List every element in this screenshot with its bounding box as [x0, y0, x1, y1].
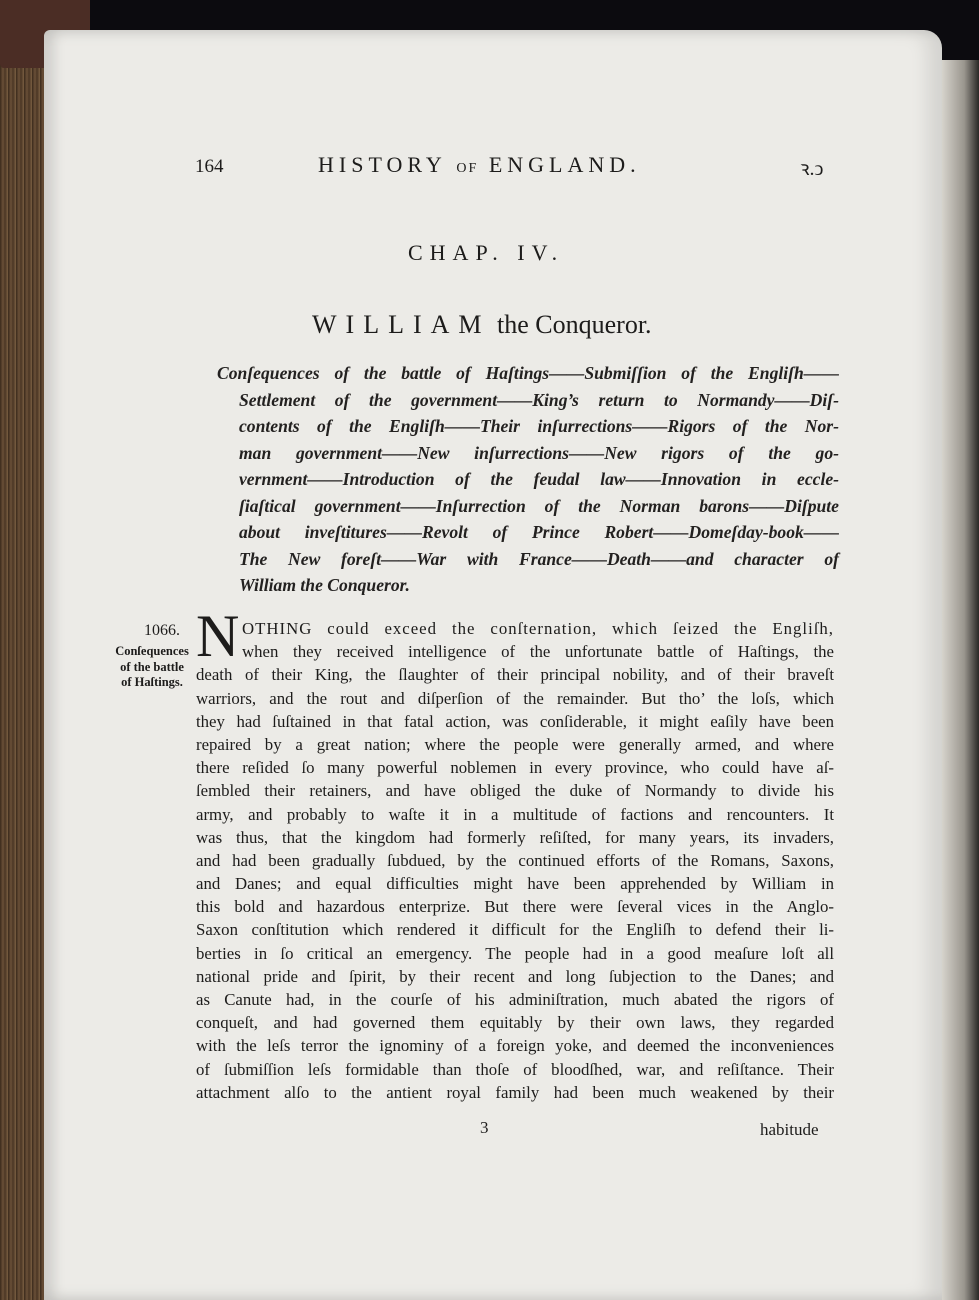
body-line: attachment alſo to the antient royal family had been much weakened by their	[196, 1082, 834, 1102]
page-fore-edge	[942, 60, 979, 1300]
synopsis-line: The New foreſt——War with France——Death——and character of	[239, 548, 839, 569]
body-line: there reſided ſo many powerful noblemen in every province, who could have aſ-	[196, 758, 834, 778]
reign-title	[312, 310, 652, 340]
body-line: and Danes; and equal difficulties might have been apprehended by William in	[196, 874, 834, 894]
chapter-heading: CHAP. IV.	[408, 240, 565, 265]
synopsis-line: about inveſtitures——Revolt of Prince Robert——Domeſday-book——	[239, 522, 839, 542]
book-spine-edge	[0, 40, 48, 1300]
body-line: as Canute had, in the courſe of his adminiſtration, much abated the rigors of	[196, 990, 834, 1009]
margin-note-line: of Haſtings.	[121, 675, 183, 689]
chapter-synopsis	[217, 360, 839, 599]
corner-mark: ꝛ.ↄ	[800, 158, 824, 180]
body-line: they had ſuſtained in that fatal action, was conſiderable, it might eaſily have been	[196, 711, 834, 731]
synopsis-line: ſiaſtical government——Inſurrection of the Norman barons——Diſpute	[239, 495, 839, 516]
page-number: 164	[195, 156, 224, 177]
signature-mark: 3	[480, 1118, 489, 1137]
body-line: of ſubmiſſion leſs formidable than thoſe of bloodſhed, war, and reſiſtance. Their	[196, 1059, 834, 1079]
body-paragraph	[196, 617, 834, 1104]
body-line: army, and probably to waſte it in a multitude of factions and rencounters. It	[196, 804, 834, 824]
title-england: ENGLAND.	[488, 152, 641, 177]
margin-note-line: Conſequences	[115, 644, 189, 658]
synopsis-line: vernment——Introduction of the feudal law——Innovation in eccle-	[239, 469, 839, 489]
margin-note	[104, 622, 200, 691]
body-line: ſembled their retainers, and have obliged the duke of Normandy to divide his	[196, 781, 834, 801]
book-title	[318, 152, 641, 178]
body-line: warriors, and the rout and diſperſion of the remainder. But tho’ the loſs, which	[196, 688, 834, 708]
synopsis-line: William the Conqueror.	[239, 575, 410, 595]
catchword: habitude	[760, 1120, 819, 1139]
body-line: and had been gradually ſubdued, by the continued efforts of the Romans, Saxons,	[196, 850, 834, 870]
synopsis-line: Settlement of the government——King’s return to Normandy——Diſ-	[239, 389, 839, 410]
title-history: HISTORY	[318, 152, 446, 177]
margin-note-line: of the battle	[120, 659, 184, 674]
synopsis-line: Conſequences of the battle of Haſtings——Submiſſion of the Engliſh——	[217, 363, 839, 383]
synopsis-line: contents of the Engliſh——Their inſurrections——Rigors of the Nor-	[239, 416, 839, 436]
title-of: OF	[456, 161, 479, 176]
synopsis-line: man government——New inſurrections——New rigors of the go-	[239, 442, 839, 463]
body-line: OTHING could exceed the conſternation, which ſeized the Engliſh,	[242, 619, 834, 638]
body-line: national pride and ſpirit, by their recent and long ſubjection to the Danes; and	[196, 966, 834, 986]
body-line: repaired by a great nation; where the people were generally armed, and where	[196, 734, 834, 754]
body-line: berties in ſo critical an emergency. The people had in a good meaſure loſt all	[196, 943, 834, 963]
body-line: was thus, that the kingdom had formerly reſiſted, for many years, its invaders,	[196, 827, 834, 847]
king-epithet: the Conqueror.	[497, 310, 652, 339]
drop-cap: N	[196, 603, 240, 669]
body-line: Saxon conſtitution which rendered it difficult for the Engliſh to defend their li-	[196, 920, 834, 940]
body-line: with the leſs terror the ignominy of a foreign yoke, and deemed the inconveniences	[196, 1036, 834, 1056]
body-line: death of their King, the ſlaughter of their principal nobility, and of their braveſt	[196, 665, 834, 685]
king-name: WILLIAM	[312, 310, 491, 339]
margin-year: 1066.	[144, 622, 180, 639]
body-line: this bold and hazardous enterprize. But there were ſeveral vices in the Anglo-	[196, 897, 834, 917]
running-head	[190, 150, 870, 190]
body-line: when they received intelligence of the unfortunate battle of Haſtings, the	[242, 642, 834, 662]
body-line: conqueſt, and had governed them equitably by their own laws, they regarded	[196, 1013, 834, 1033]
